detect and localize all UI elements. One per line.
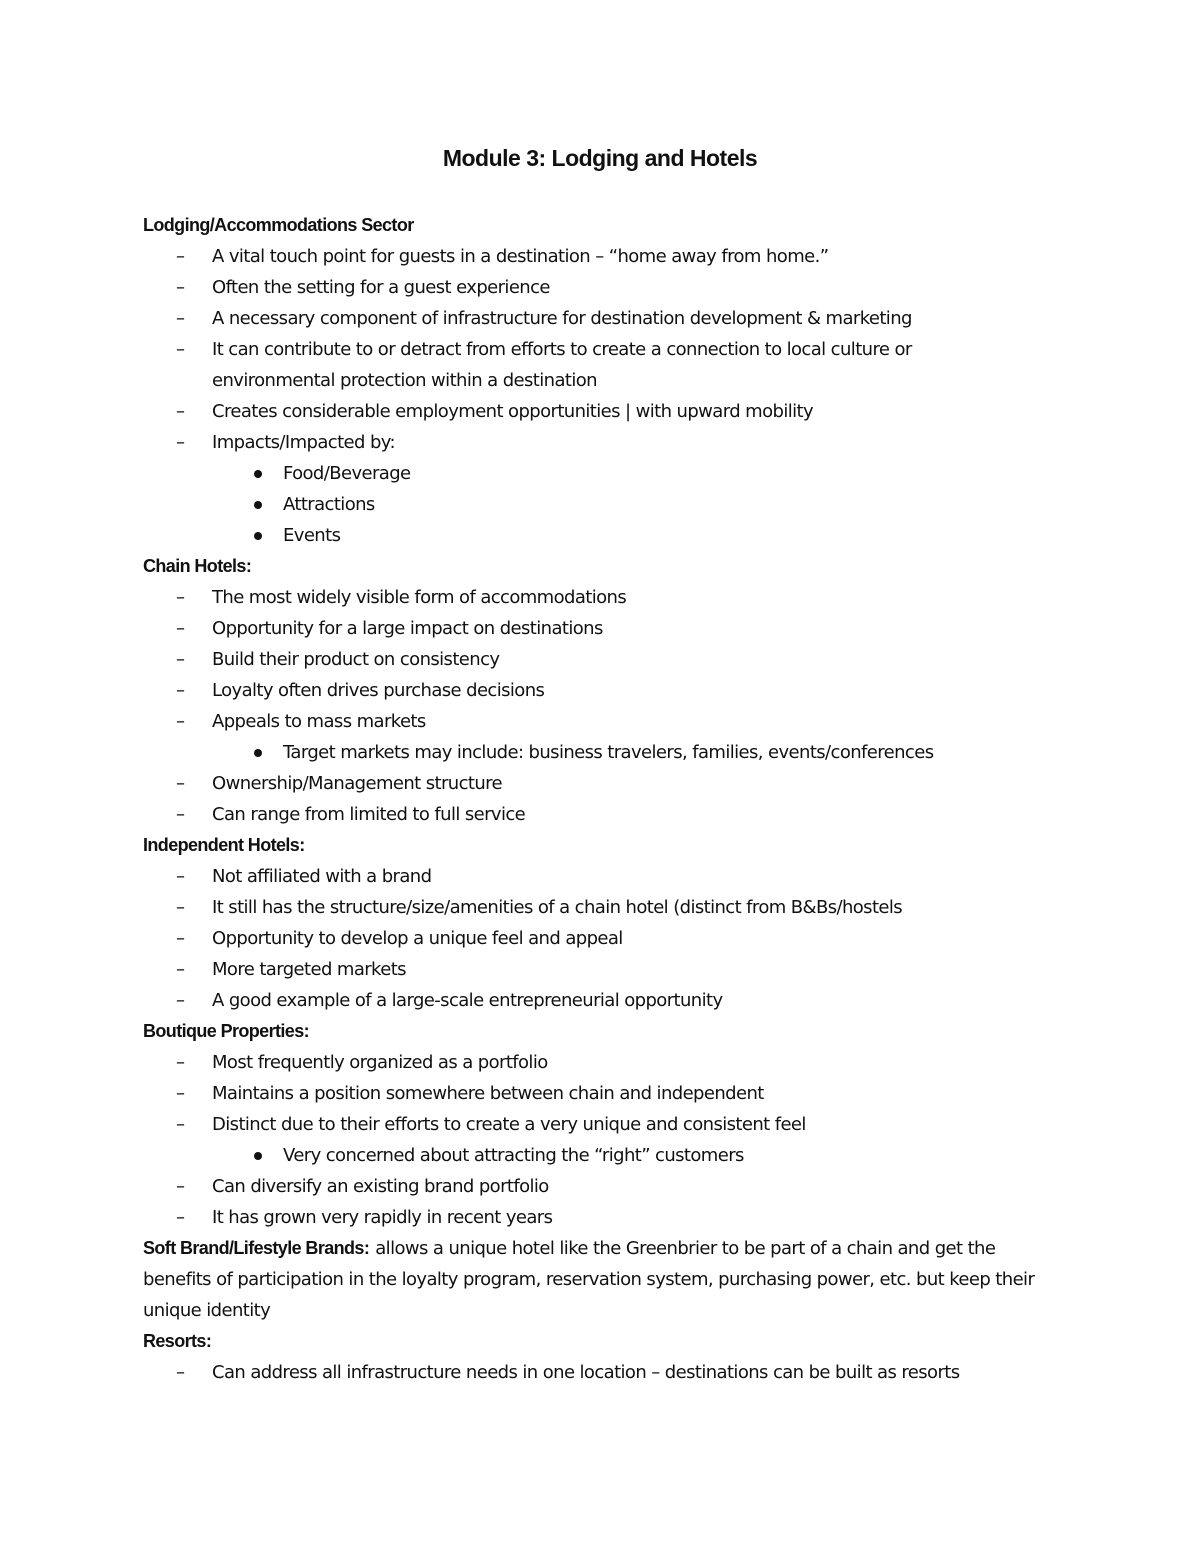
section-independent-hotels: [143, 830, 1063, 1016]
sub-list-item: [143, 520, 1063, 551]
dash-marker: –: [176, 1362, 185, 1383]
list-item: [143, 1202, 1063, 1233]
soft-brand-text: allows a unique hotel like the Greenbrier to be part of a chain and get the benefits of participation in the loyalty program, reservation system, purchasing power, etc. but keep their unique identity: [143, 1238, 1035, 1321]
list-item: [143, 706, 1063, 737]
section-lodging: [143, 210, 1063, 551]
list-item: [143, 613, 1063, 644]
list-item: [143, 1357, 1063, 1388]
list-item-text: Can range from limited to full service: [212, 804, 526, 825]
boutique-list: [143, 1047, 1063, 1140]
list-item-text: Can address all infrastructure needs in one location – destinations can be built as resorts: [212, 1362, 960, 1383]
list-item-text: It still has the structure/size/amenities of a chain hotel (distinct from B&Bs/hostels: [212, 897, 903, 918]
sub-list-item: [143, 737, 1063, 768]
document-body: [143, 210, 1063, 1388]
list-item: [143, 954, 1063, 985]
bullet-icon: [254, 501, 262, 509]
list-item-text: A vital touch point for guests in a destination – “home away from home.”: [212, 246, 829, 267]
dash-marker: –: [176, 1207, 185, 1228]
section-boutique-properties: [143, 1016, 1063, 1233]
resorts-list: [143, 1357, 1063, 1388]
dash-marker: –: [176, 618, 185, 639]
sub-list-item-text: Food/Beverage: [283, 463, 411, 484]
sub-list-item: [143, 458, 1063, 489]
list-item: [143, 675, 1063, 706]
bullet-icon: [254, 532, 262, 540]
list-item-text: Opportunity for a large impact on destinations: [212, 618, 603, 639]
list-item: [143, 272, 1063, 303]
list-item-text: Can diversify an existing brand portfolio: [212, 1176, 549, 1197]
dash-marker: –: [176, 1052, 185, 1073]
boutique-sub-list: [143, 1140, 1063, 1171]
list-item: [143, 923, 1063, 954]
dash-marker: –: [176, 339, 185, 360]
dash-marker: –: [176, 1176, 185, 1197]
list-item: [143, 396, 1063, 427]
section-heading-independent-hotels: Independent Hotels:: [143, 835, 305, 855]
dash-marker: –: [176, 1114, 185, 1135]
dash-marker: –: [176, 959, 185, 980]
sub-list-item: [143, 1140, 1063, 1171]
list-item: [143, 892, 1063, 923]
dash-marker: –: [176, 649, 185, 670]
list-item-text: It has grown very rapidly in recent years: [212, 1207, 553, 1228]
section-chain-hotels: [143, 551, 1063, 830]
sub-list-item-text: Very concerned about attracting the “right” customers: [283, 1145, 744, 1166]
list-item: [143, 427, 1063, 458]
list-item-text: Opportunity to develop a unique feel and appeal: [212, 928, 623, 949]
list-item-text: Loyalty often drives purchase decisions: [212, 680, 545, 701]
sub-list-item: [143, 489, 1063, 520]
chain-list: [143, 582, 1063, 737]
list-item-text: Appeals to mass markets: [212, 711, 426, 732]
list-item-text: Ownership/Management structure: [212, 773, 503, 794]
sub-list-item-text: Attractions: [283, 494, 375, 515]
dash-marker: –: [176, 246, 185, 267]
dash-marker: –: [176, 432, 185, 453]
list-item: [143, 1047, 1063, 1078]
dash-marker: –: [176, 928, 185, 949]
list-item: [143, 644, 1063, 675]
dash-marker: –: [176, 587, 185, 608]
boutique-list-continued: [143, 1171, 1063, 1233]
section-resorts: [143, 1326, 1063, 1388]
bullet-icon: [254, 470, 262, 478]
list-item: [143, 582, 1063, 613]
dash-marker: –: [176, 277, 185, 298]
sub-list-item-text: Target markets may include: business travelers, families, events/conferences: [283, 742, 934, 763]
bullet-icon: [254, 1152, 262, 1160]
section-soft-brand: [143, 1233, 1063, 1326]
list-item: [143, 241, 1063, 272]
section-heading-boutique-properties: Boutique Properties:: [143, 1021, 310, 1041]
dash-marker: –: [176, 773, 185, 794]
list-item: [143, 799, 1063, 830]
list-item: [143, 1078, 1063, 1109]
chain-sub-list: [143, 737, 1063, 768]
section-heading-chain-hotels: Chain Hotels:: [143, 556, 252, 576]
section-heading-soft-brand: Soft Brand/Lifestyle Brands:: [143, 1238, 370, 1258]
list-item-text: A necessary component of infrastructure for destination development & marketing: [212, 308, 912, 329]
dash-marker: –: [176, 711, 185, 732]
section-heading-resorts: Resorts:: [143, 1331, 212, 1351]
lodging-list: [143, 241, 1063, 458]
dash-marker: –: [176, 680, 185, 701]
list-item-text: Creates considerable employment opportunities | with upward mobility: [212, 401, 814, 422]
dash-marker: –: [176, 308, 185, 329]
bullet-icon: [254, 749, 262, 757]
list-item-text: It can contribute to or detract from efforts to create a connection to local culture or environmental protection within a destination: [212, 339, 912, 391]
list-item-text: Impacts/Impacted by:: [212, 432, 396, 453]
list-item-text: The most widely visible form of accommodations: [212, 587, 627, 608]
section-heading-lodging: Lodging/Accommodations Sector: [143, 215, 414, 235]
independent-list: [143, 861, 1063, 1016]
lodging-sub-list: [143, 458, 1063, 551]
list-item: [143, 1109, 1063, 1140]
dash-marker: –: [176, 401, 185, 422]
list-item-text: A good example of a large-scale entrepreneurial opportunity: [212, 990, 723, 1011]
chain-list-continued: [143, 768, 1063, 830]
page-title: Module 3: Lodging and Hotels: [442, 145, 758, 171]
list-item-text: Maintains a position somewhere between chain and independent: [212, 1083, 764, 1104]
list-item-text: Distinct due to their efforts to create a very unique and consistent feel: [212, 1114, 806, 1135]
dash-marker: –: [176, 990, 185, 1011]
dash-marker: –: [176, 897, 185, 918]
list-item: [143, 861, 1063, 892]
list-item-text: Build their product on consistency: [212, 649, 500, 670]
list-item: [143, 768, 1063, 799]
list-item: [143, 985, 1063, 1016]
sub-list-item-text: Events: [283, 525, 341, 546]
dash-marker: –: [176, 804, 185, 825]
list-item-text: Most frequently organized as a portfolio: [212, 1052, 548, 1073]
list-item: [143, 303, 1063, 334]
list-item-text: Not affiliated with a brand: [212, 866, 432, 887]
list-item: [143, 334, 1063, 396]
list-item-text: More targeted markets: [212, 959, 406, 980]
dash-marker: –: [176, 866, 185, 887]
dash-marker: –: [176, 1083, 185, 1104]
list-item: [143, 1171, 1063, 1202]
list-item-text: Often the setting for a guest experience: [212, 277, 550, 298]
soft-brand-paragraph: [143, 1233, 1063, 1326]
